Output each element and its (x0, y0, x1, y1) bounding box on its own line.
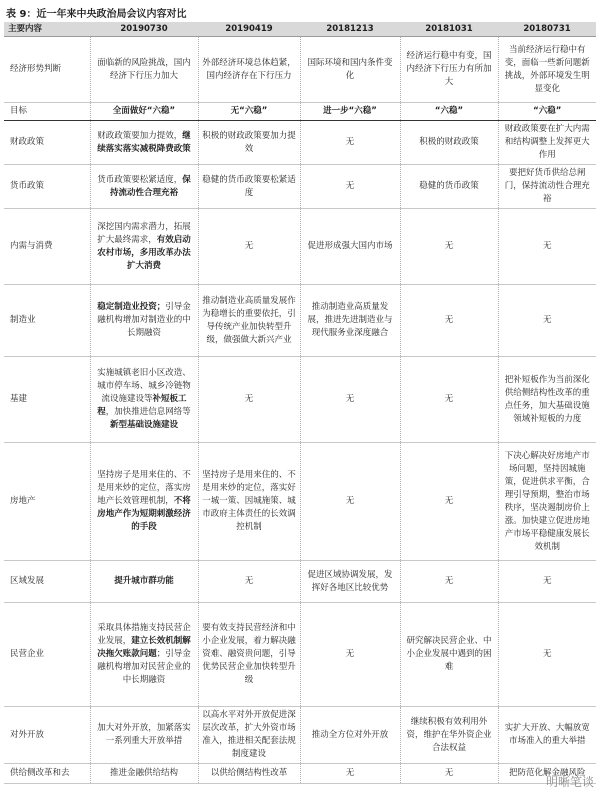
table-cell (300, 561, 400, 603)
table-cell (300, 121, 400, 165)
table-cell (498, 37, 596, 103)
watermark-text: 明晰笔谈 (545, 775, 594, 789)
table-cell (400, 561, 498, 603)
cell-text: 无 (444, 394, 454, 404)
table-cell (198, 603, 300, 707)
row-label: 房地产 (4, 443, 90, 561)
table-cell (400, 209, 498, 285)
table-cell (300, 209, 400, 285)
cell-text: 无 (444, 576, 454, 586)
table-cell (198, 165, 300, 209)
table-row (4, 165, 596, 209)
table-cell (300, 764, 400, 784)
cell-text: 进一步“六稳” (323, 106, 377, 116)
cell-text: 引导金融机构增加对制造业的中长期融资 (97, 302, 191, 338)
cell-text: 国际环境和国内条件变化 (307, 57, 393, 81)
table-cell (198, 707, 300, 764)
table-cell (198, 121, 300, 165)
table-cell (90, 357, 198, 443)
cell-text: 推动全方位对外开放 (311, 729, 389, 740)
row-label: 民营企业 (4, 603, 90, 707)
table-cell (198, 764, 300, 784)
table-cell (198, 103, 300, 121)
table-cell (498, 165, 596, 209)
table-cell (400, 165, 498, 209)
cell-text: “六稳” (434, 106, 464, 116)
row-label: 内需与消费 (4, 209, 90, 285)
table-cell (300, 37, 400, 103)
cell-text: 积极的财政政策要加力提效 (202, 130, 296, 154)
cell-text: 有效启动农村市场，多用改革办法扩大消费 (97, 234, 191, 271)
cell-text: ；引导金融机构增加对民营企业的中长期融资 (97, 649, 191, 685)
cell-text: 实扩大开放、大幅放宽市场准入的重大举措 (504, 723, 590, 746)
cell-text: 无 (345, 137, 355, 147)
cell-text: 把防范化解金融风险 (508, 768, 586, 778)
cell-text: 稳健的货币政策 (419, 181, 479, 191)
cell-text: 货币政策要松紧适度， (97, 174, 183, 185)
cell-text: 无 (542, 315, 552, 325)
cell-text: 无 (542, 576, 552, 586)
header-topic: 主要内容 (4, 22, 90, 37)
table-row (4, 357, 596, 443)
table-cell (198, 209, 300, 285)
cell-text: 要把好货币供给总闸门，保持流动性合理充裕 (504, 168, 590, 204)
cell-text: “六稳” (533, 106, 562, 116)
table-cell (300, 707, 400, 764)
table-cell (90, 561, 198, 603)
cell-text: 促进区域协调发展，发挥好各地区比较优势 (307, 569, 393, 593)
cell-text: 下决心解决好房地产市场问题，坚持因城施策，促进供求平衡，合理引导预期，整治市场秩序，坚决遏制房价上涨。加快建立促进房地产市场平稳健康发展长效机制 (504, 450, 590, 552)
cell-text: 补短板工程 (97, 394, 187, 417)
cell-text: 无 (444, 496, 454, 506)
table-cell (90, 121, 198, 165)
cell-text: 无 (244, 576, 254, 586)
table-cell (498, 561, 596, 603)
row-label: 对外开放 (4, 707, 90, 764)
table-cell (498, 357, 596, 443)
cell-text: 把补短板作为当前深化供给侧结构性改革的重点任务，加大基础设施领域补短板的力度 (504, 374, 590, 424)
table-cell (90, 209, 198, 285)
header-date-20190730: 20190730 (90, 22, 198, 37)
row-label: 基建 (4, 357, 90, 443)
cell-text: 面临新的风险挑战，国内经济下行压力加大 (97, 57, 191, 81)
table-row (4, 209, 596, 285)
cell-text: 无 (542, 241, 552, 251)
cell-text: 无 (345, 394, 355, 404)
row-label: 目标 (4, 103, 90, 121)
cell-text: 无“六稳” (230, 106, 268, 116)
table-cell (400, 37, 498, 103)
cell-text: 稳定制造业投资； (97, 302, 166, 312)
cell-text: 提升城市群功能 (114, 576, 174, 586)
cell-text: 推动制造业高质量发展，推进先进制造业与现代服务业深度融合 (307, 302, 393, 338)
row-label: 制造业 (4, 285, 90, 357)
row-label: 货币政策 (4, 165, 90, 209)
cell-text: 当前经济运行稳中有变，面临一些新问题新挑战，外部环境发生明显变化 (504, 44, 590, 94)
table-row (4, 121, 596, 165)
cell-text: 要有效支持民营经济和中小企业发展，着力解决融资难、融资贵问题，引导优势民营企业加快转型升级 (202, 623, 296, 685)
table-cell (300, 165, 400, 209)
header-date-20190419: 20190419 (198, 22, 300, 37)
cell-text: 经济运行稳中有变，国内经济下行压力有所加大 (406, 51, 492, 87)
cell-text: 外部经济环境总体趋紧，国内经济存在下行压力 (202, 57, 296, 81)
table-cell (400, 707, 498, 764)
cell-text: 无 (244, 394, 254, 404)
cell-text: 以高水平对外开放促进深层次改革，扩大外资市场准入，推进相关配套法规制度建设 (202, 710, 296, 759)
cell-text: 深挖国内需求潜力，拓展扩大最终需求， (97, 221, 191, 245)
cell-text: 新型基础设施建设 (109, 420, 178, 430)
cell-text: 无 (542, 649, 552, 659)
cell-text: 稳健的货币政策要松紧适度 (202, 174, 296, 198)
cell-text: 以供给侧结构性改革 (210, 768, 288, 778)
table-cell (498, 707, 596, 764)
header-date-20181213: 20181213 (300, 22, 400, 37)
table-cell (90, 443, 198, 561)
cell-text: 无 (444, 241, 454, 251)
cell-text: 无 (345, 768, 355, 778)
table-row (4, 603, 596, 707)
cell-text: 全面做好“六稳” (112, 106, 176, 116)
row-label: 供给侧改革和去 (4, 764, 90, 784)
cell-text: 推进金融供给结构 (109, 768, 178, 778)
table-cell (498, 603, 596, 707)
row-label: 经济形势判断 (4, 37, 90, 103)
table-row (4, 37, 596, 103)
table-cell (90, 285, 198, 357)
table-cell (198, 285, 300, 357)
cell-text: 财政政策要在扩大内需和结构调整上发挥更大作用 (504, 124, 590, 160)
table-cell (498, 121, 596, 165)
cell-text: 坚持房子是用来住的、不是用来炒的定位，落实房地产长效管理机制， (97, 470, 191, 506)
table-cell (300, 103, 400, 121)
table-cell (198, 561, 300, 603)
cell-text: 保持流动性合理充裕 (109, 174, 191, 198)
table-row (4, 285, 596, 357)
cell-text: 继续落实落实减税降费政策 (97, 130, 191, 154)
cell-text: 不将房地产作为短期刺激经济的手段 (97, 496, 191, 532)
cell-text: ，加快推进信息网络等 (105, 407, 191, 417)
cell-text: 实施城镇老旧小区改造、城市停车场、城乡冷链物流设施建设等 (97, 368, 191, 404)
cell-text: 继续积极有效利用外资，维护在华外资企业合法权益 (406, 716, 492, 753)
table-row (4, 707, 596, 764)
table-cell (198, 37, 300, 103)
cell-text: 促进形成强大国内市场 (307, 241, 393, 251)
table-cell (400, 121, 498, 165)
row-label: 财政政策 (4, 121, 90, 165)
table-cell (90, 603, 198, 707)
table-cell (498, 443, 596, 561)
table-row (4, 103, 596, 121)
comparison-table (4, 22, 596, 784)
cell-text: 无 (444, 768, 454, 778)
table-cell (300, 443, 400, 561)
table-cell (400, 357, 498, 443)
table-caption: 表 9：近一年来中央政治局会议内容对比 (6, 9, 187, 20)
table-cell (400, 603, 498, 707)
cell-text: 采取具体措施支持民营企业发展， (97, 623, 191, 646)
cell-text: 坚持房子是用来住的、不是用来炒的定位，落实好一城一策、因城施策、城市政府主体责任的长效调控机制 (202, 470, 296, 532)
cell-text: 财政政策要加力提效， (97, 130, 183, 141)
table-cell (498, 103, 596, 121)
cell-text: 建立长效机制解决拖欠账款问题 (97, 636, 191, 659)
table-cell (400, 103, 498, 121)
table-cell (498, 285, 596, 357)
table-cell (198, 357, 300, 443)
cell-text: 研究解决民营企业、中小企业发展中遇到的困难 (406, 636, 492, 672)
table-cell (90, 764, 198, 784)
cell-text: 积极的财政政策 (419, 137, 479, 147)
table-cell (90, 103, 198, 121)
table-cell (300, 603, 400, 707)
row-label: 区域发展 (4, 561, 90, 603)
table-cell (300, 357, 400, 443)
cell-text: 无 (444, 315, 454, 325)
table-cell (198, 443, 300, 561)
table-cell (400, 764, 498, 784)
table-header-row (4, 22, 596, 37)
table-cell (90, 37, 198, 103)
cell-text: 推动制造业高质量发展作为稳增长的重要依托，引导传统产业加快转型升级，做强做大新兴产业 (202, 295, 296, 345)
header-date-20181031: 20181031 (400, 22, 498, 37)
cell-text: 无 (345, 181, 355, 191)
table-cell (90, 165, 198, 209)
cell-text: 加大对外开放，加紧落实一系列重大开放举措 (97, 723, 191, 746)
table-cell (498, 209, 596, 285)
header-date-20180731: 20180731 (498, 22, 596, 37)
table-cell (300, 285, 400, 357)
cell-text: 无 (345, 649, 355, 659)
cell-text: 无 (345, 496, 355, 506)
table-row (4, 443, 596, 561)
table-row (4, 561, 596, 603)
cell-text: 无 (244, 241, 254, 251)
table-cell (400, 443, 498, 561)
table-cell (90, 707, 198, 764)
table-row (4, 764, 596, 784)
table-cell (400, 285, 498, 357)
